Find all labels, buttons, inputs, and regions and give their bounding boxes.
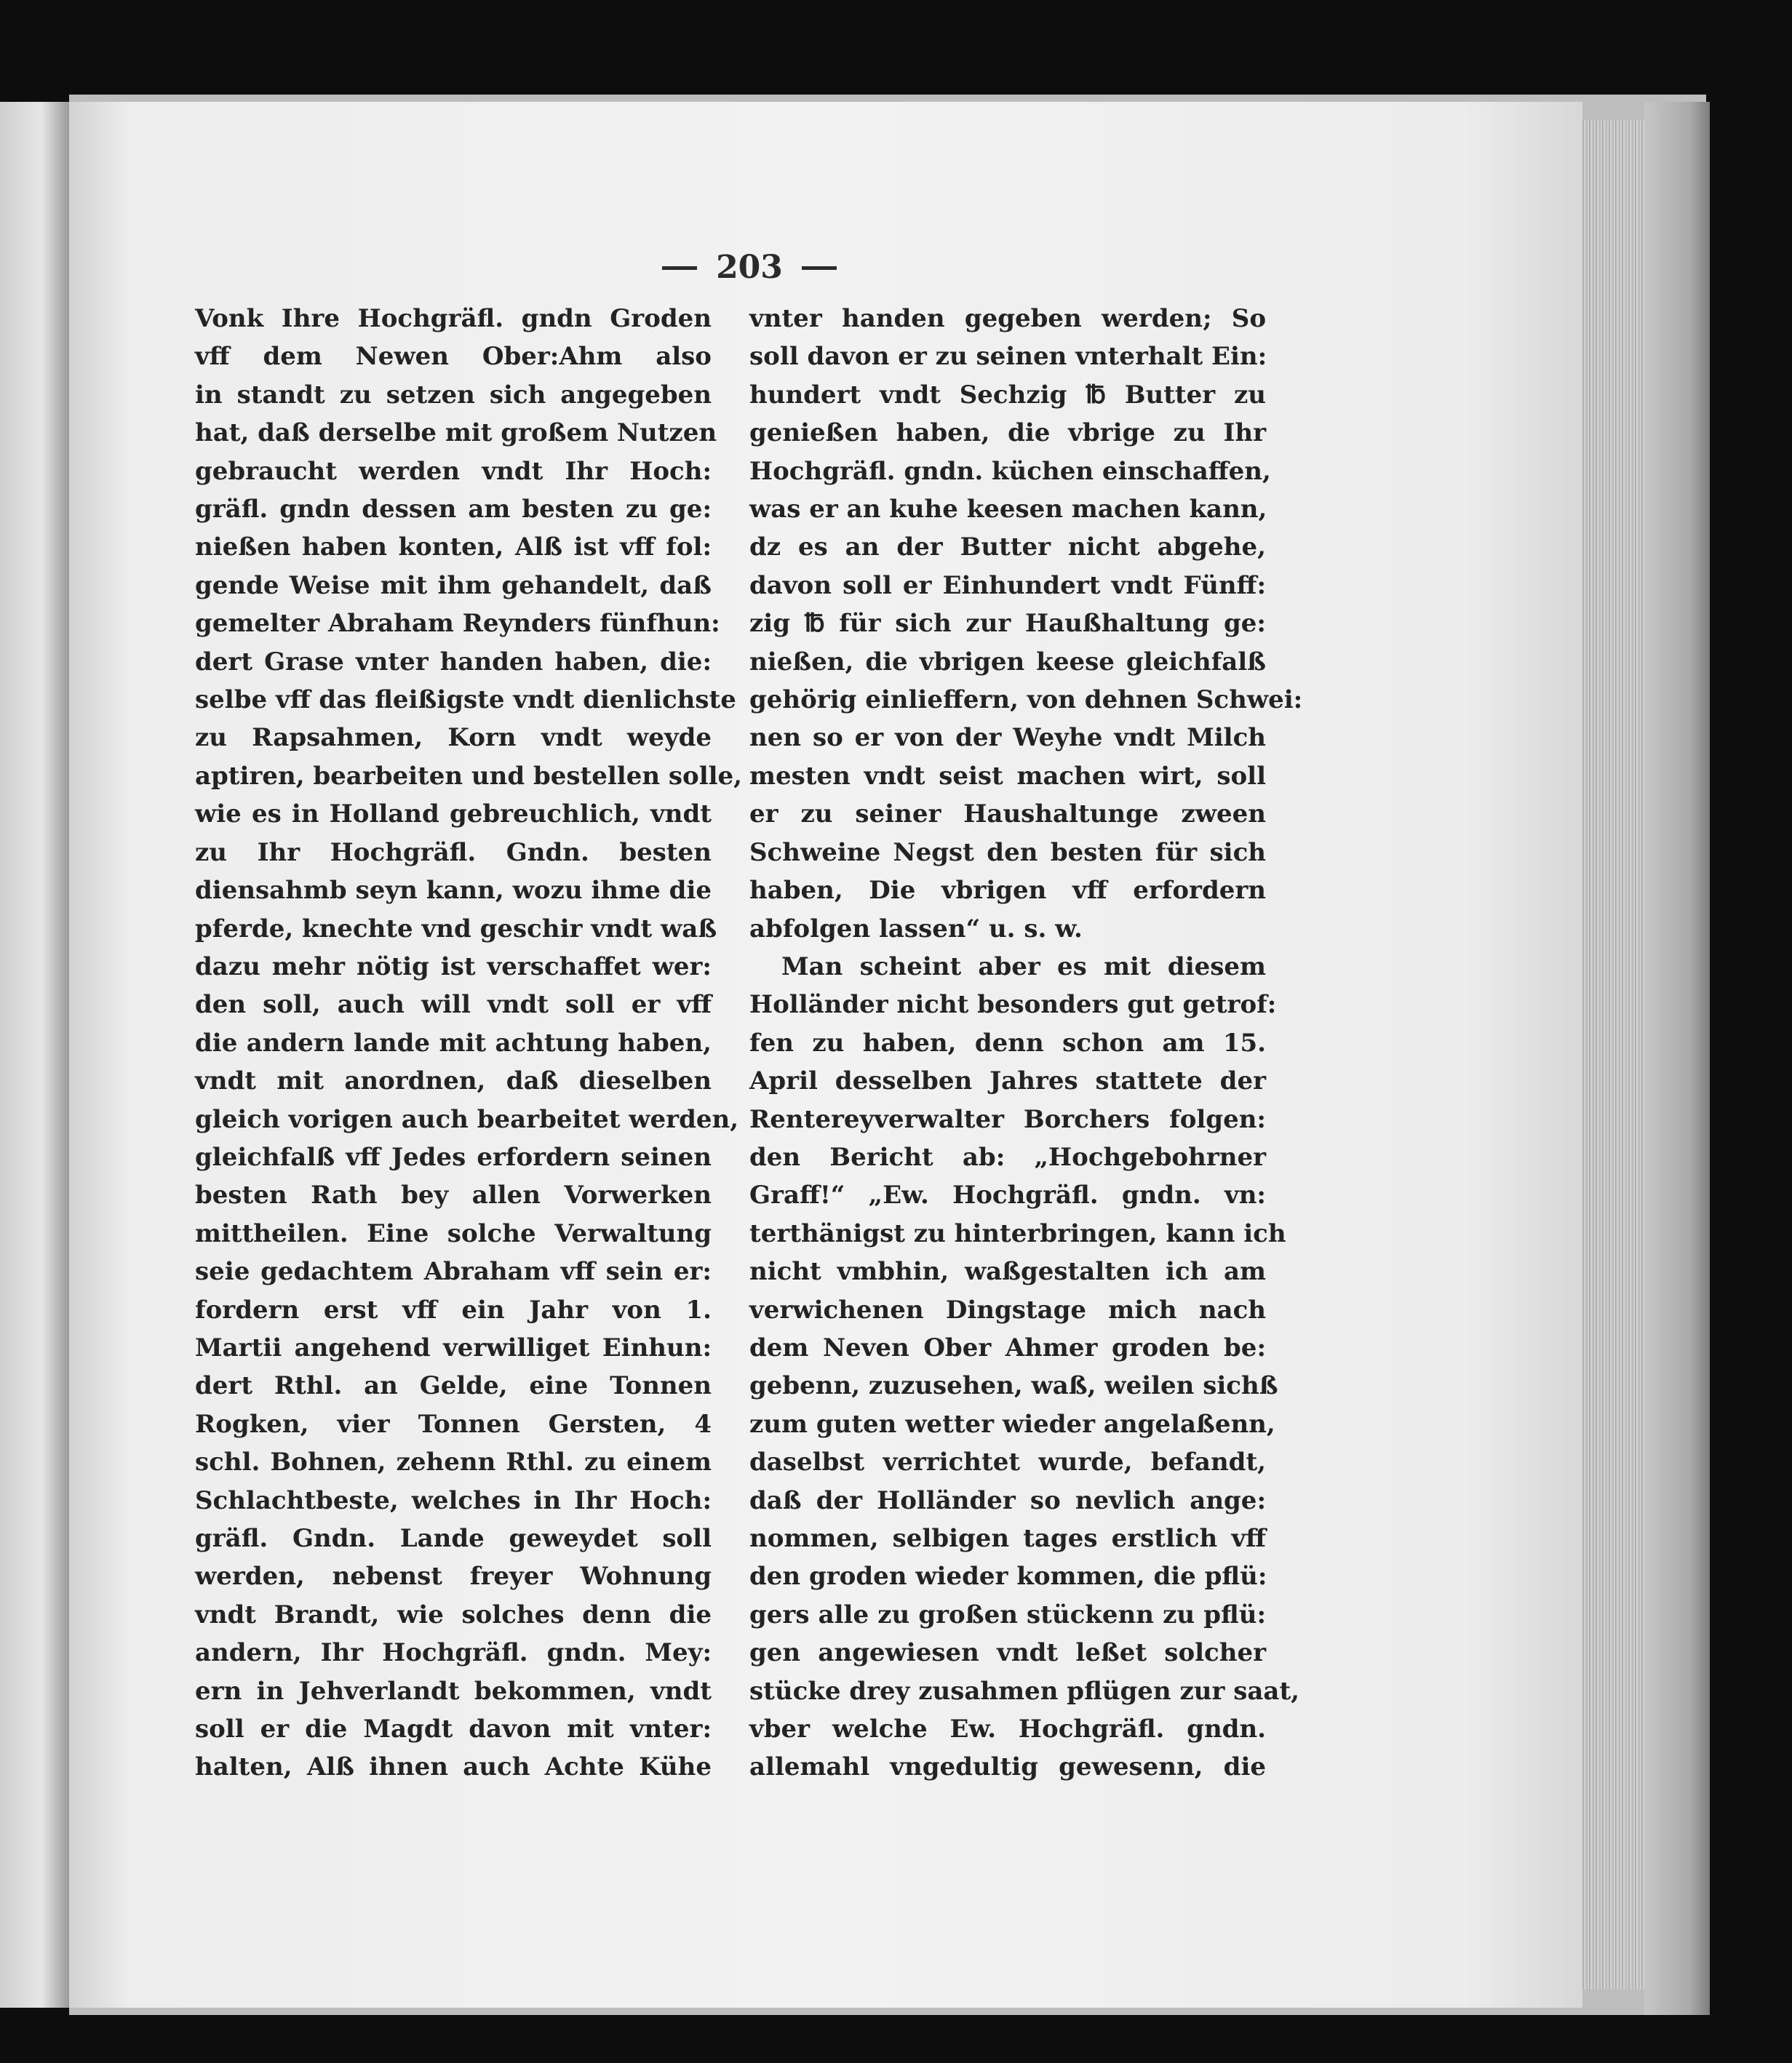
text-line: gräfl. Gndn. Lande geweydet soll [195, 1524, 712, 1553]
text-line: gleichfalß vff Jedes erfordern seinen [195, 1142, 712, 1172]
text-line: in standt zu setzen sich angegeben [195, 380, 712, 410]
text-line: nen so er von der Weyhe vndt Milch [749, 723, 1266, 753]
text-line: vndt mit anordnen, daß dieselben [195, 1066, 712, 1096]
text-line: gleich vorigen auch bearbeitet werden, [195, 1104, 739, 1134]
text-line: Hochgräfl. gndn. küchen einschaffen, [749, 456, 1271, 486]
text-line: er zu seiner Haushaltunge zween [749, 799, 1266, 829]
text-line: halten, Alß ihnen auch Achte Kühe [195, 1752, 712, 1782]
text-line: genießen haben, die vbrige zu Ihr [749, 418, 1266, 448]
text-line: gehörig einlieffern, von dehnen Schwei: [749, 685, 1303, 715]
text-line: abfolgen lassen“ u. s. w. [749, 914, 1083, 943]
text-line: nießen, die vbrigen keese gleichfalß [749, 647, 1266, 677]
facing-page-edge [0, 102, 69, 2008]
cover-edge [1644, 102, 1710, 2015]
text-line: schl. Bohnen, zehenn Rthl. zu einem [195, 1448, 712, 1477]
text-line: davon soll er Einhundert vndt Fünff: [749, 570, 1266, 600]
text-line: fen zu haben, denn schon am 15. [749, 1028, 1266, 1058]
text-line: werden, nebenst freyer Wohnung [195, 1562, 712, 1592]
page-header [640, 246, 859, 290]
text-line: dert Rthl. an Gelde, eine Tonnen [195, 1371, 712, 1401]
text-line: gemelter Abraham Reynders fünfhun: [195, 609, 720, 639]
text-line: ern in Jehverlandt bekommen, vndt [195, 1676, 712, 1706]
text-line: verwichenen Dingstage mich nach [749, 1295, 1266, 1325]
text-line: gebraucht werden vndt Ihr Hoch: [195, 456, 712, 486]
text-line: vff dem Newen Ober:Ahm also [195, 342, 712, 372]
text-line: Martii angehend verwilliget Einhun: [195, 1333, 712, 1362]
text-line: fordern erst vff ein Jahr von 1. [195, 1295, 712, 1325]
text-line: dem Neven Ober Ahmer groden be: [749, 1333, 1266, 1362]
text-line: zu Ihr Hochgräfl. Gndn. besten [195, 837, 712, 867]
text-line: vndt Brandt, wie solches denn die [195, 1600, 712, 1629]
text-line: seie gedachtem Abraham vff sein er: [195, 1257, 712, 1287]
text-line: April desselben Jahres stattete der [749, 1066, 1266, 1096]
text-line: nießen haben konten, Alß ist vff fol: [195, 532, 712, 562]
text-line: die andern lande mit achtung haben, [195, 1028, 712, 1058]
text-line: zu Rapsahmen, Korn vndt weyde [195, 723, 712, 753]
text-line: dz es an der Butter nicht abgehe, [749, 532, 1266, 562]
text-line: Vonk Ihre Hochgräfl. gndn Groden [195, 304, 712, 333]
header-dash-right [802, 266, 837, 270]
text-line: soll er die Magdt davon mit vnter: [195, 1715, 712, 1744]
text-line: allemahl vngedultig gewesenn, die [749, 1752, 1266, 1782]
text-line: terthänigst zu hinterbringen, kann ich [749, 1218, 1286, 1248]
text-line: haben, Die vbrigen vff erfordern [749, 876, 1266, 906]
text-line: vber welche Ew. Hochgräfl. gndn. [749, 1715, 1266, 1744]
page-number: 203 [716, 249, 783, 286]
text-line: Schweine Negst den besten für sich [749, 837, 1266, 867]
text-line: Graff!“ „Ew. Hochgräfl. gndn. vn: [749, 1181, 1266, 1210]
text-line: was er an kuhe keesen machen kann, [749, 495, 1267, 524]
text-line: den Bericht ab: „Hochgebohrner [749, 1142, 1266, 1172]
text-line: besten Rath bey allen Vorwerken [195, 1181, 712, 1210]
text-line: soll davon er zu seinen vnterhalt Ein: [749, 342, 1267, 372]
text-line: nommen, selbigen tages erstlich vff [749, 1524, 1266, 1553]
text-line: mittheilen. Eine solche Verwaltung [195, 1218, 712, 1248]
text-line: gen angewiesen vndt leßet solcher [749, 1638, 1266, 1668]
text-line: andern, Ihr Hochgräfl. gndn. Mey: [195, 1638, 712, 1668]
text-line: Holländer nicht besonders gut getrof: [749, 990, 1277, 1020]
text-line: vnter handen gegeben werden; So [749, 304, 1266, 333]
text-line: aptiren, bearbeiten und bestellen solle, [195, 761, 743, 791]
text-line: dert Grase vnter handen haben, die: [195, 647, 712, 677]
text-line: hat, daß derselbe mit großem Nutzen [195, 418, 717, 448]
text-line: gebenn, zuzusehen, waß, weilen sichß [749, 1371, 1278, 1401]
text-line: nicht vmbhin, waßgestalten ich am [749, 1257, 1266, 1287]
text-line: mesten vndt seist machen wirt, soll [749, 761, 1266, 791]
text-line: zum guten wetter wieder angelaßenn, [749, 1409, 1275, 1439]
left-text-column [195, 300, 743, 1782]
text-line: Man scheint aber es mit diesem [781, 951, 1266, 981]
text-line: Rogken, vier Tonnen Gersten, 4 [195, 1409, 712, 1439]
text-line: dazu mehr nötig ist verschaffet wer: [195, 951, 712, 981]
right-text-column [749, 300, 1303, 1782]
page-edges [1582, 120, 1644, 1990]
text-line: selbe vff das fleißigste vndt dienlichste [195, 685, 736, 715]
text-line: pferde, knechte vnd geschir vndt waß [195, 914, 717, 943]
header-dash-left [662, 266, 697, 270]
text-line: den groden wieder kommen, die pflü: [749, 1562, 1267, 1592]
text-line: hundert vndt Sechzig ℔ Butter zu [749, 380, 1266, 410]
text-line: Schlachtbeste, welches in Ihr Hoch: [195, 1485, 712, 1515]
text-line: diensahmb seyn kann, wozu ihme die [195, 876, 712, 906]
text-line: den soll, auch will vndt soll er vff [195, 990, 712, 1020]
text-line: daß der Holländer so nevlich ange: [749, 1485, 1266, 1515]
text-line: wie es in Holland gebreuchlich, vndt [195, 799, 712, 829]
text-line: gers alle zu großen stückenn zu pflü: [749, 1600, 1266, 1629]
text-line: gende Weise mit ihm gehandelt, daß [195, 570, 712, 600]
text-line: daselbst verrichtet wurde, befandt, [749, 1448, 1266, 1477]
text-line: gräfl. gndn dessen am besten zu ge: [195, 495, 712, 524]
text-line: stücke drey zusahmen pflügen zur saat, [749, 1676, 1299, 1706]
text-line: Rentereyverwalter Borchers folgen: [749, 1104, 1266, 1134]
text-line: zig ℔ für sich zur Haußhaltung ge: [749, 609, 1266, 639]
